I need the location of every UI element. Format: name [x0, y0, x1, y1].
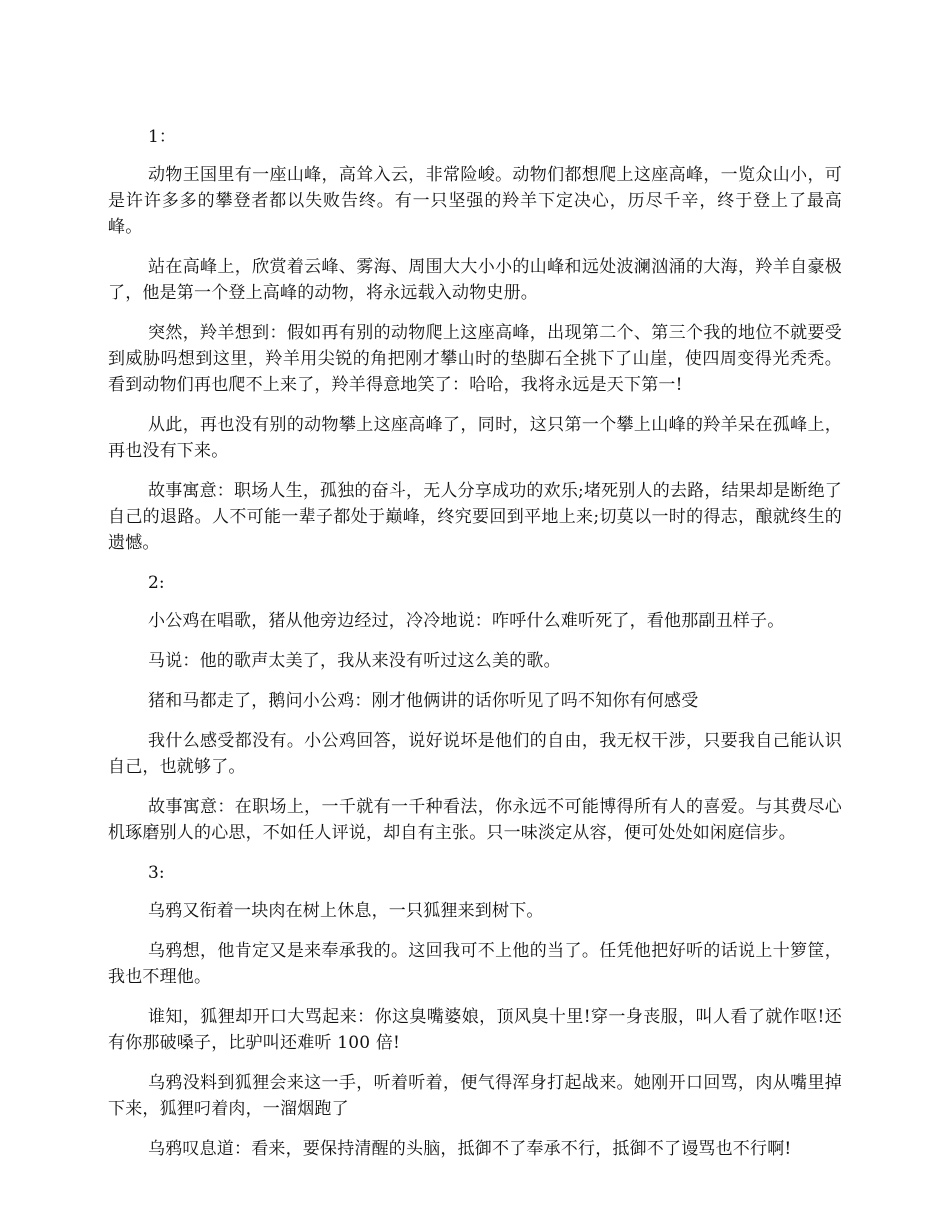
paragraph: 乌鸦又衔着一块肉在树上休息，一只狐狸来到树下。 — [148, 901, 544, 921]
paragraph: 故事寓意：在职场上，一千就有一千种看法，你永远不可能博得所有人的喜爱。与其费尽心机琢磨别人的心思，不如任人评说，却自有主张。只一味淡定从容，便可处处如闲庭信步。 — [108, 797, 842, 843]
paragraph: 猪和马都走了，鹅问小公鸡：刚才他俩讲的话你听见了吗不知你有何感受 — [148, 691, 699, 711]
section-heading: 2: — [148, 573, 165, 593]
section-2 — [108, 570, 842, 846]
paragraph: 乌鸦想，他肯定又是来奉承我的。这回我可不上他的当了。任凭他把好听的话说上十箩筐，我也不理他。 — [108, 941, 842, 987]
paragraph: 马说：他的歌声太美了，我从来没有听过这么美的歌。 — [148, 651, 561, 671]
paragraph: 乌鸦没料到狐狸会来这一手，听着听着，便气得浑身打起战来。她刚开口回骂，肉从嘴里掉下来，狐狸叼着肉，一溜烟跑了 — [108, 1073, 842, 1119]
section-heading: 1： — [148, 127, 176, 147]
section-3 — [108, 860, 842, 1162]
paragraph: 站在高峰上，欣赏着云峰、雾海、周围大大小小的山峰和远处波澜汹涌的大海，羚羊自豪极了，他是第一个登上高峰的动物，将永远载入动物史册。 — [108, 257, 842, 303]
paragraph: 突然，羚羊想到：假如再有别的动物爬上这座高峰，出现第二个、第三个我的地位不就要受到威胁吗想到这里，羚羊用尖锐的角把刚才攀山时的垫脚石全挑下了山崖，使四周变得光秃秃。看到动物们再也爬不上来了，羚羊得意地笑了：哈哈，我将永远是天下第一! — [108, 323, 842, 395]
paragraph: 谁知，狐狸却开口大骂起来：你这臭嘴婆娘，顶风臭十里!穿一身丧服，叫人看了就作呕!还有你那破嗓子，比驴叫还难听 100 倍! — [108, 1007, 842, 1053]
paragraph: 从此，再也没有别的动物攀上这座高峰了，同时，这只第一个攀上山峰的羚羊呆在孤峰上，再也没有下来。 — [108, 415, 842, 461]
paragraph: 乌鸦叹息道：看来，要保持清醒的头脑，抵御不了奉承不行，抵御不了谩骂也不行啊! — [148, 1139, 792, 1159]
paragraph: 故事寓意：职场人生，孤独的奋斗，无人分享成功的欢乐;堵死别人的去路，结果却是断绝了自己的退路。人不可能一辈子都处于巅峰，终究要回到平地上来;切莫以一时的得志，酿就终生的遗憾。 — [108, 481, 842, 553]
paragraph: 动物王国里有一座山峰，高耸入云，非常险峻。动物们都想爬上这座高峰，一览众山小，可是许许多多的攀登者都以失败告终。有一只坚强的羚羊下定决心，历尽千辛，终于登上了最高峰。 — [108, 165, 842, 237]
section-1 — [108, 124, 842, 556]
paragraph: 我什么感受都没有。小公鸡回答，说好说坏是他们的自由，我无权干涉，只要我自己能认识自己，也就够了。 — [108, 731, 842, 777]
section-heading: 3: — [148, 863, 165, 883]
paragraph: 小公鸡在唱歌，猪从他旁边经过，冷冷地说：咋呼什么难听死了，看他那副丑样子。 — [148, 611, 785, 631]
